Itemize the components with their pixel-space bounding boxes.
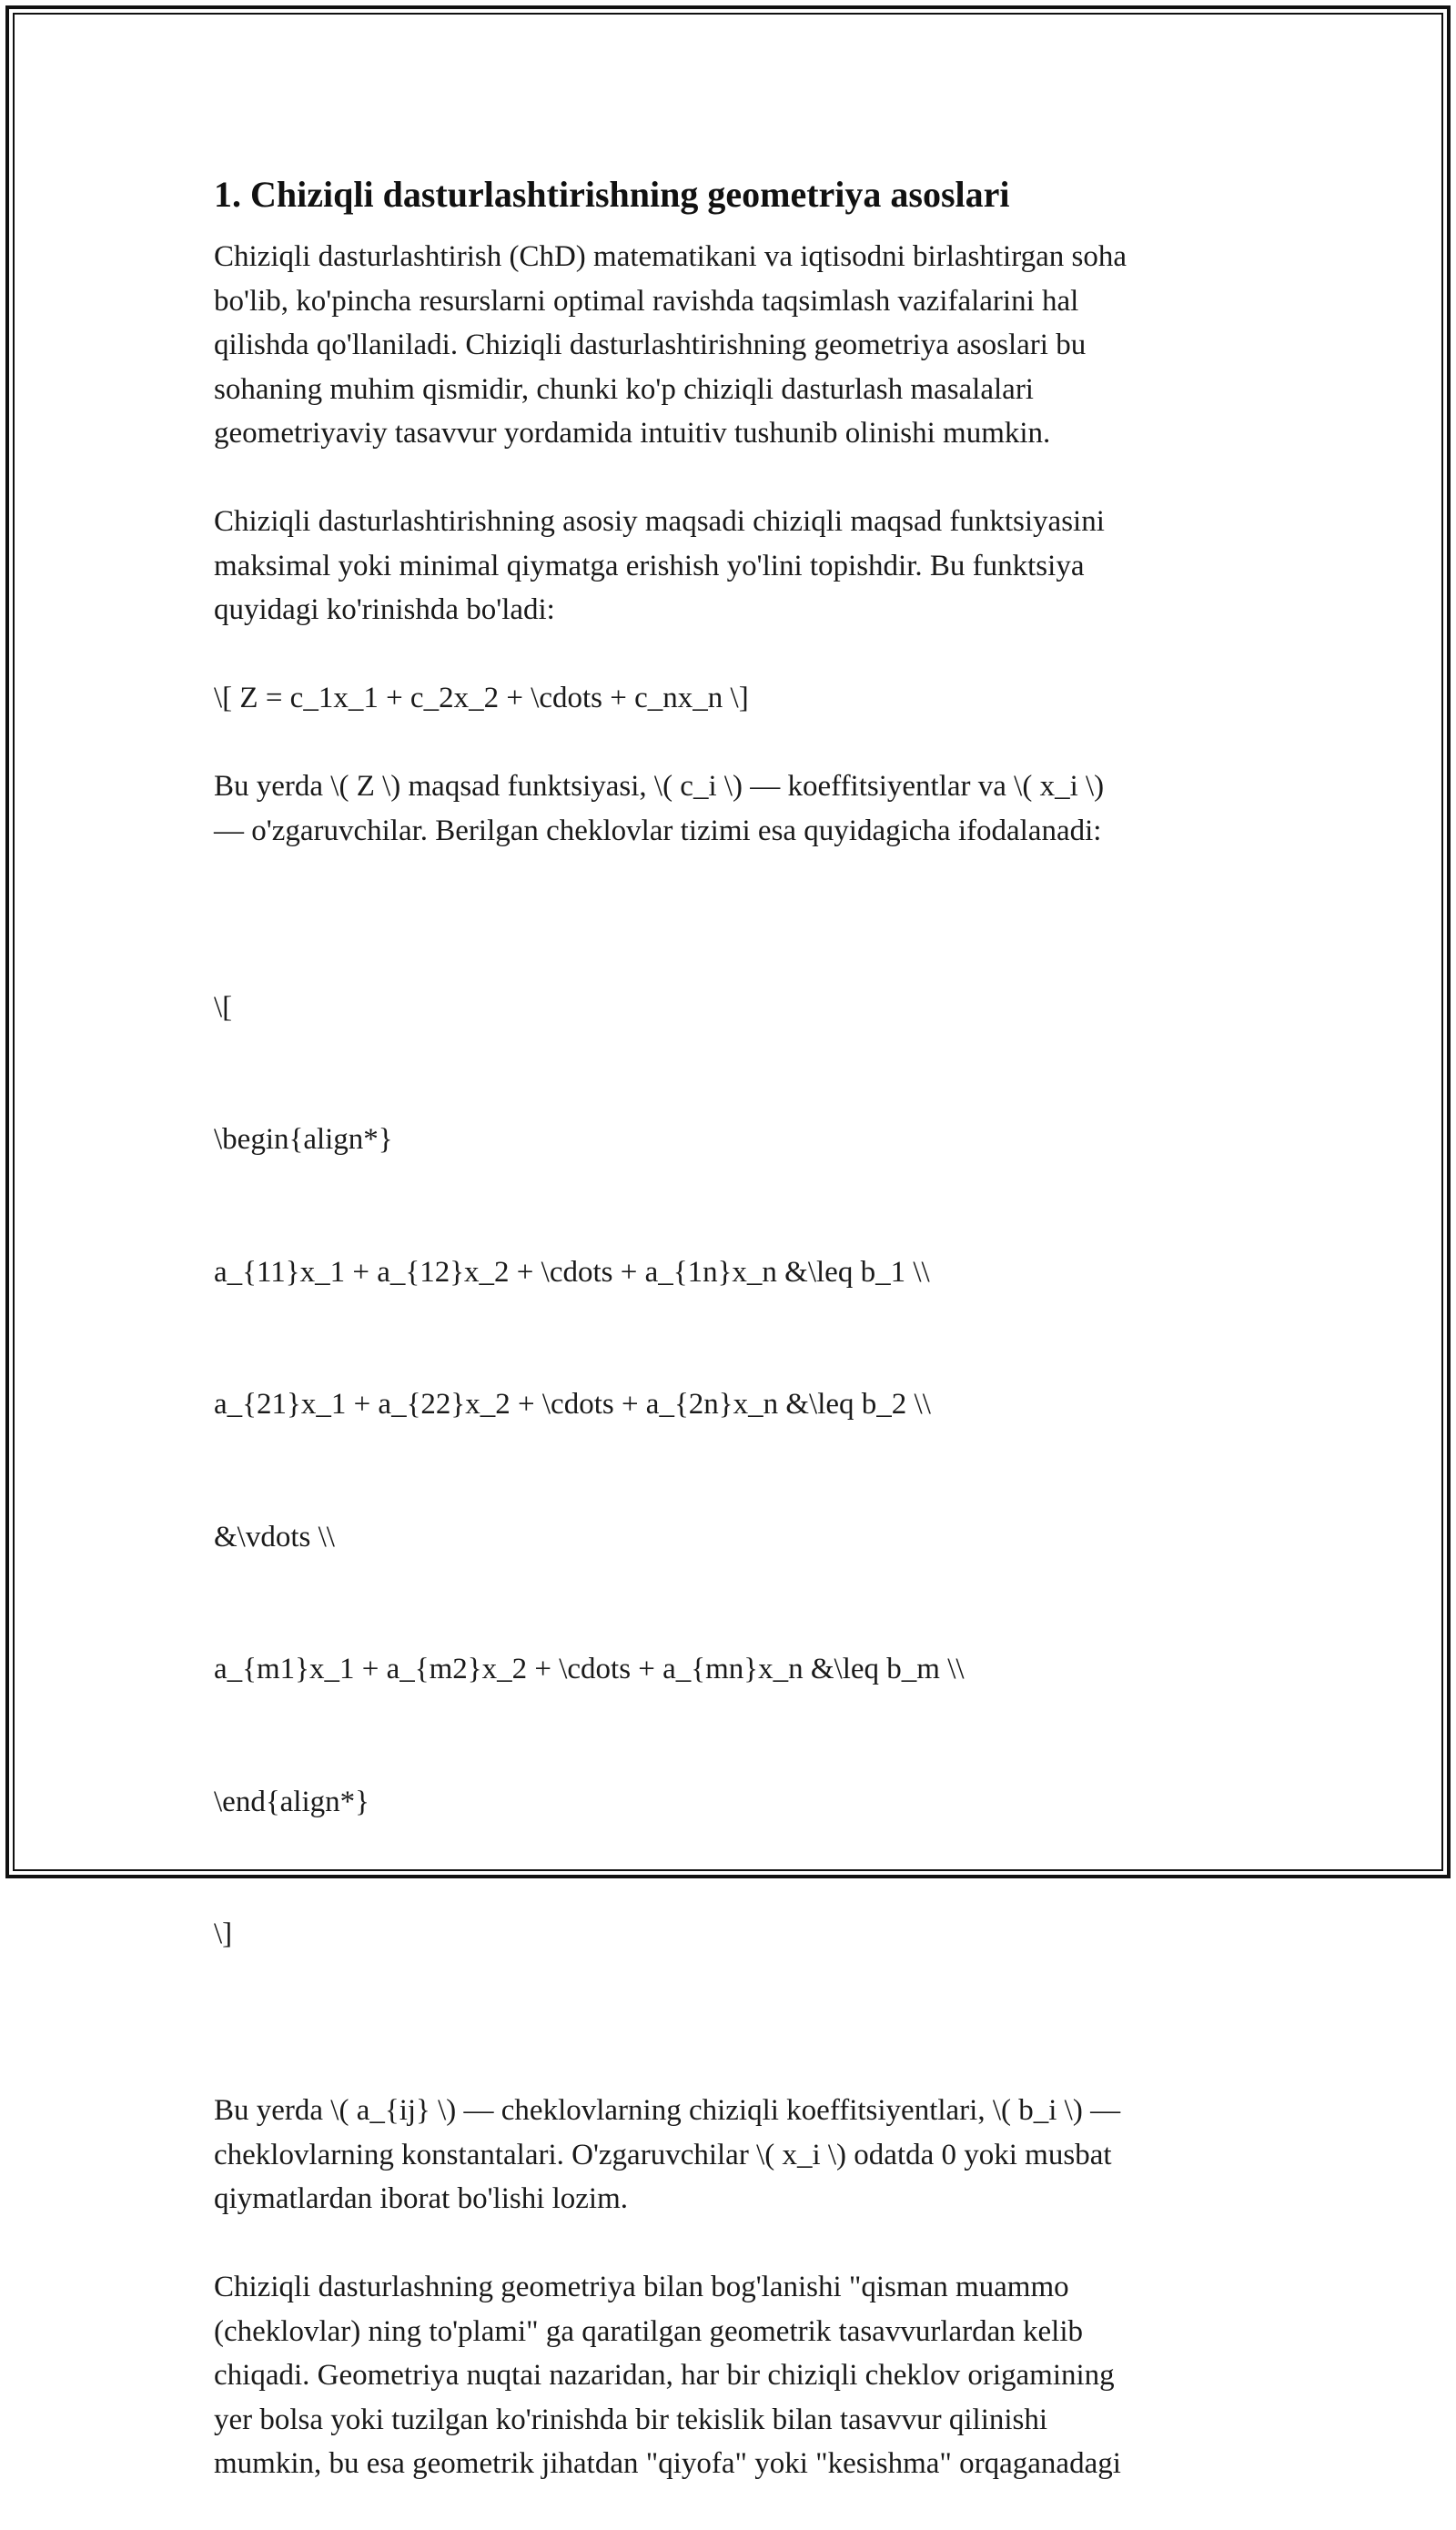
paragraph-objective: Chiziqli dasturlashtirishning asosiy maqsadi chiziqli maqsad funktsiyasini maksimal yoki minimal qiymatga erishish yo'lini topishdir. Bu funktsiya quyidagi ko'rinishda bo'ladi:	[214, 505, 1105, 626]
equation-line: &\vdots \\	[214, 1520, 335, 1553]
paragraph-intro: Chiziqli dasturlashtirish (ChD) matematikani va iqtisodni birlashtirgan soha bo'lib, ko'pincha resurslarni optimal ravishda taqsimlash vazifalarini hal qilishda qo'llaniladi. Chiziqli dasturlashtirishning geometriya asoslari bu sohaning muhim qismidir, chunki ko'p chiziqli dasturlash masalalari geometriyaviy tasavvur yordamida intuitiv tushunib olinishi mumkin.	[214, 240, 1127, 450]
equation-line: \[	[214, 990, 233, 1024]
equation-line: a_{11}x_1 + a_{12}x_2 + \cdots + a_{1n}x_n &\leq b_1 \\	[214, 1255, 930, 1289]
paragraph-coefficients: Bu yerda \( a_{ij} \) — cheklovlarning chiziqli koeffitsiyentlari, \( b_i \) — cheklovlarning konstantalari. O'zgaruvchilar \( x_i \) odatda 0 yoki musbat qiymatlardan iborat bo'lishi lozim.	[214, 2094, 1121, 2215]
equation-line: \]	[214, 1918, 233, 1950]
paragraph-geometry: Chiziqli dasturlashning geometriya bilan bog'lanishi "qisman muammo (cheklovlar) ning to'plami" ga qaratilgan geometrik tasavvurlardan kelib chiqadi. Geometriya nuqtai nazaridan, har bir chiziqli cheklov origamining yer bolsa yoki tuzilgan ko'rinishda bir tekislik bilan tasavvur qilinishi mumkin, bu esa geometrik jihatdan "qiyofa" yoki "kesishma" orqaganadagi	[214, 2271, 1121, 2480]
equation-line: a_{21}x_1 + a_{22}x_2 + \cdots + a_{2n}x_n &\leq b_2 \\	[214, 1388, 931, 1421]
equation-objective-function: \[ Z = c_1x_1 + c_2x_2 + \cdots + c_nx_n \]	[214, 682, 749, 714]
document-body	[214, 171, 1242, 2530]
equation-line: \begin{align*}	[214, 1123, 393, 1156]
paragraph-variables: Bu yerda \( Z \) maqsad funktsiyasi, \( c_i \) — koeffitsiyentlar va \( x_i \) — o'zgaruvchilar. Berilgan cheklovlar tizimi esa quyidagicha ifodalanadi:	[214, 770, 1105, 847]
equation-constraints	[214, 897, 1242, 2045]
equation-line: \end{align*}	[214, 1785, 369, 1818]
equation-line: a_{m1}x_1 + a_{m2}x_2 + \cdots + a_{mn}x_n &\leq b_m \\	[214, 1653, 965, 1685]
section-heading: 1. Chiziqli dasturlashtirishning geometriya asoslari	[214, 174, 1010, 215]
